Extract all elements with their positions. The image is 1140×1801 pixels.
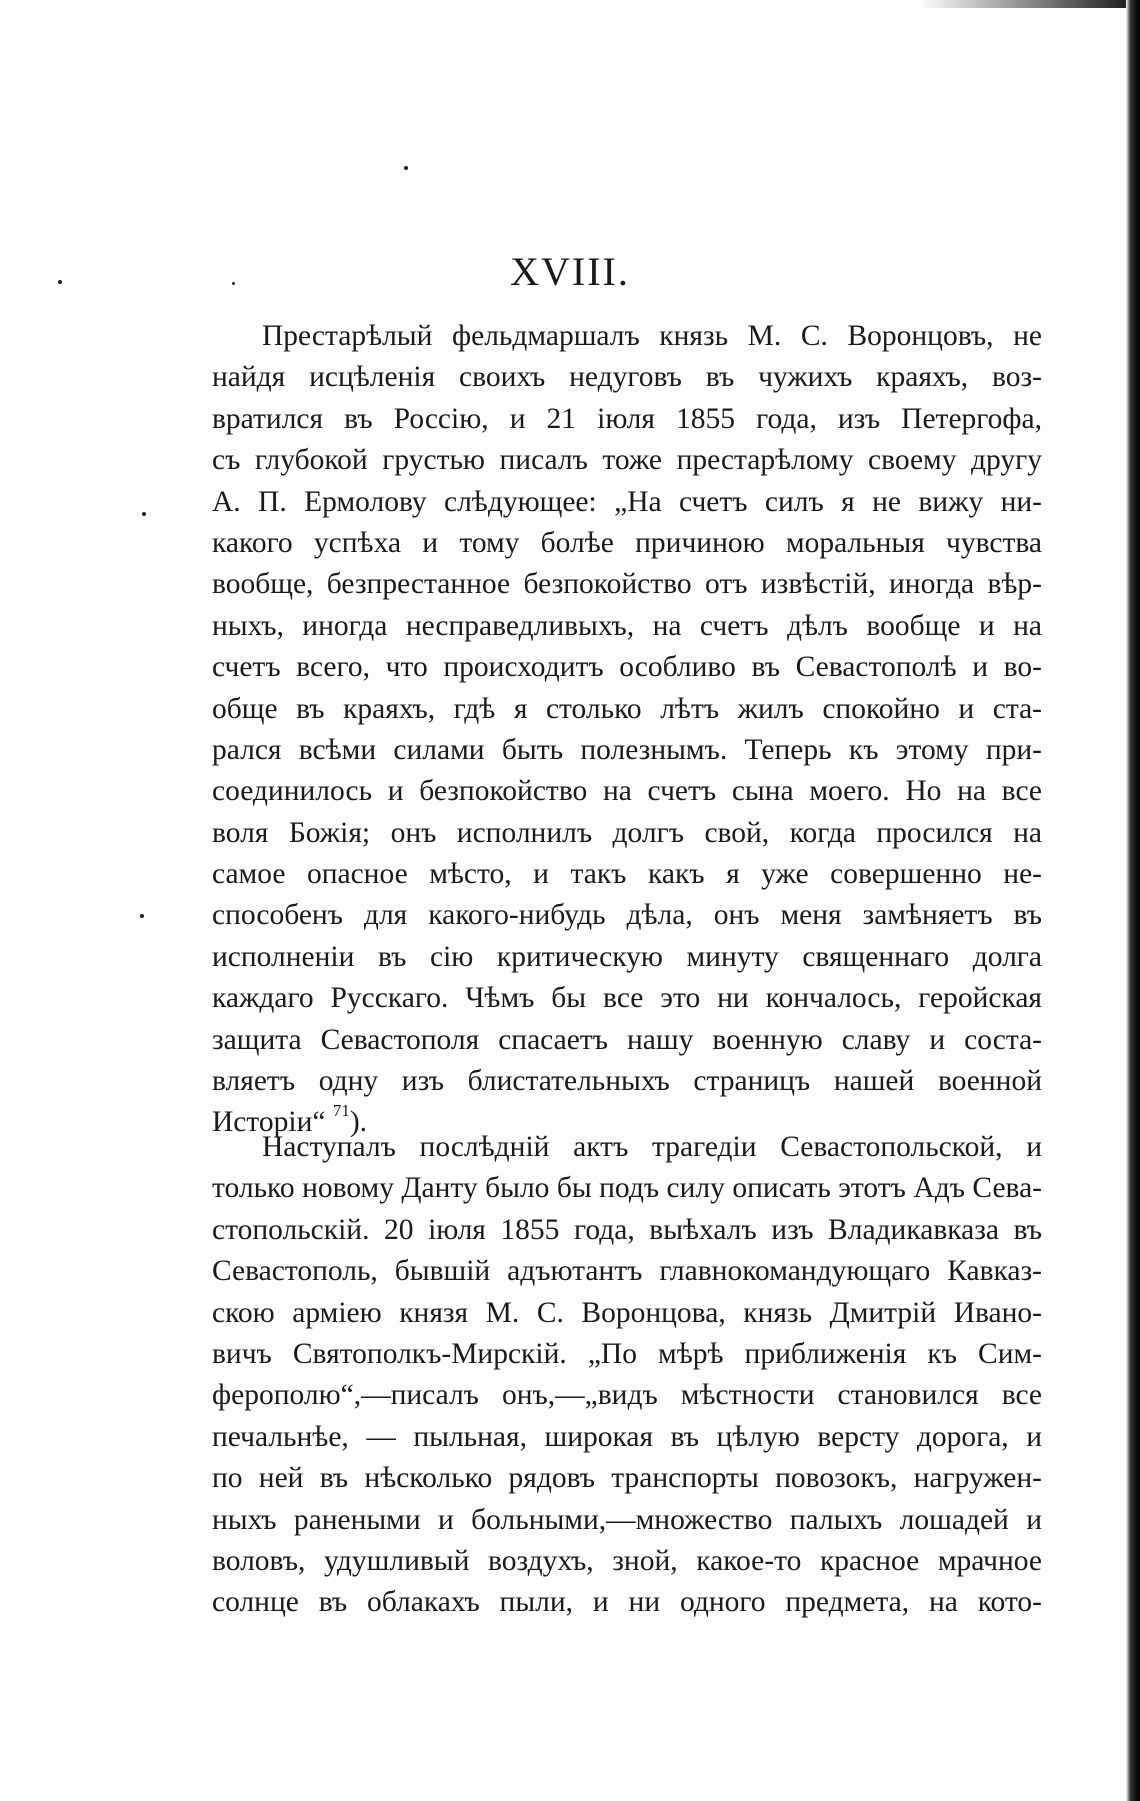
text-line: скою арміею князя М. С. Воронцова, князь Дмитрій Ивано- [212,1296,1042,1329]
scan-speck [142,512,146,516]
text-line: воловъ, удушливый воздухъ, зной, какое-то красное мрачное [212,1544,1042,1577]
footnote-reference: 71 [332,1102,350,1121]
text-line: вичъ Святополкъ-Мирскій. „По мѣрѣ приближенія къ Сим- [212,1337,1042,1370]
text-line: Престарѣлый фельдмаршалъ князь М. С. Воронцовъ, не [262,320,1042,352]
text-line: съ глубокой грустью писалъ тоже престарѣлому своему другу [212,444,1042,477]
text-line: обще въ краяхъ, гдѣ я столько лѣтъ жилъ спокойно и ста- [212,692,1042,725]
last-line-tail: ). [349,1106,368,1139]
text-line: печальнѣе, — пыльная, широкая въ цѣлую версту дорога, и [212,1420,1042,1453]
text-line: каждаго Русскаго. Чѣмъ бы все это ни кончалось, геройская [212,982,1042,1015]
text-line: воля Божія; онъ исполнилъ долгъ свой, когда просился на [212,816,1042,849]
chapter-heading: XVIII. [510,249,630,294]
text-line: Наступалъ послѣдній актъ трагедіи Севастопольской, и [262,1131,1042,1163]
text-line: найдя исцѣленія своихъ недуговъ въ чужихъ краяхъ, воз- [212,361,1042,394]
text-line: только новому Данту было бы подъ силу описать этотъ Адъ Сева- [212,1172,1042,1205]
paragraph-1 [212,316,1042,1144]
text-line: защита Севастополя спасаетъ нашу военную славу и соста- [212,1023,1042,1056]
text-line: вляетъ одну изъ блистательныхъ страницъ нашей военной [212,1065,1042,1098]
text-line: счетъ всего, что происходитъ особливо въ Севастополѣ и во- [212,651,1042,684]
text-line: вообще, безпрестанное безпокойство отъ извѣстій, иногда вѣр- [212,568,1042,601]
text-line: ныхъ ранеными и больными,—множество палыхъ лошадей и [212,1503,1042,1536]
text-line: Севастополь, бывшій адъютантъ главнокомандующаго Кавказ- [212,1255,1042,1288]
text-line: стопольскій. 20 іюля 1855 года, выѣхалъ изъ Владикавказа въ [212,1213,1042,1246]
text-line: солнце въ облакахъ пыли, и ни одного предмета, на кото- [212,1586,1042,1619]
text-line: вратился въ Россію, и 21 іюля 1855 года, изъ Петергофа, [212,402,1042,435]
text-line: ныхъ, иногда несправедливыхъ, на счетъ дѣлъ вообще и на [212,609,1042,642]
text-line: ферополю“,—писалъ онъ,—„видъ мѣстности становился все [212,1379,1042,1412]
text-line: исполненіи въ сію критическую минуту священнаго долга [212,940,1042,973]
text-line: по ней въ нѣсколько рядовъ транспорты повозокъ, нагружен- [212,1462,1042,1495]
last-line-text: Исторіи“ [212,1106,326,1139]
scan-edge-top [920,0,1140,8]
scan-speck [404,166,408,170]
text-line: соединилось и безпокойство на счетъ сына моего. Но на все [212,775,1042,808]
text-line: рался всѣми силами быть полезнымъ. Теперь къ этому при- [212,733,1042,766]
text-line: какого успѣха и тому болѣе причиною моральныя чувства [212,526,1042,559]
paragraph-2 [212,1127,1042,1624]
text-line: самое опасное мѣсто, и такъ какъ я уже совершенно не- [212,858,1042,891]
text-line: способенъ для какого-нибудь дѣла, онъ меня замѣняетъ въ [212,899,1042,932]
scan-speck [140,914,144,918]
text-line: А. П. Ермолову слѣдующее: „На счетъ силъ я не вижу ни- [212,485,1042,518]
